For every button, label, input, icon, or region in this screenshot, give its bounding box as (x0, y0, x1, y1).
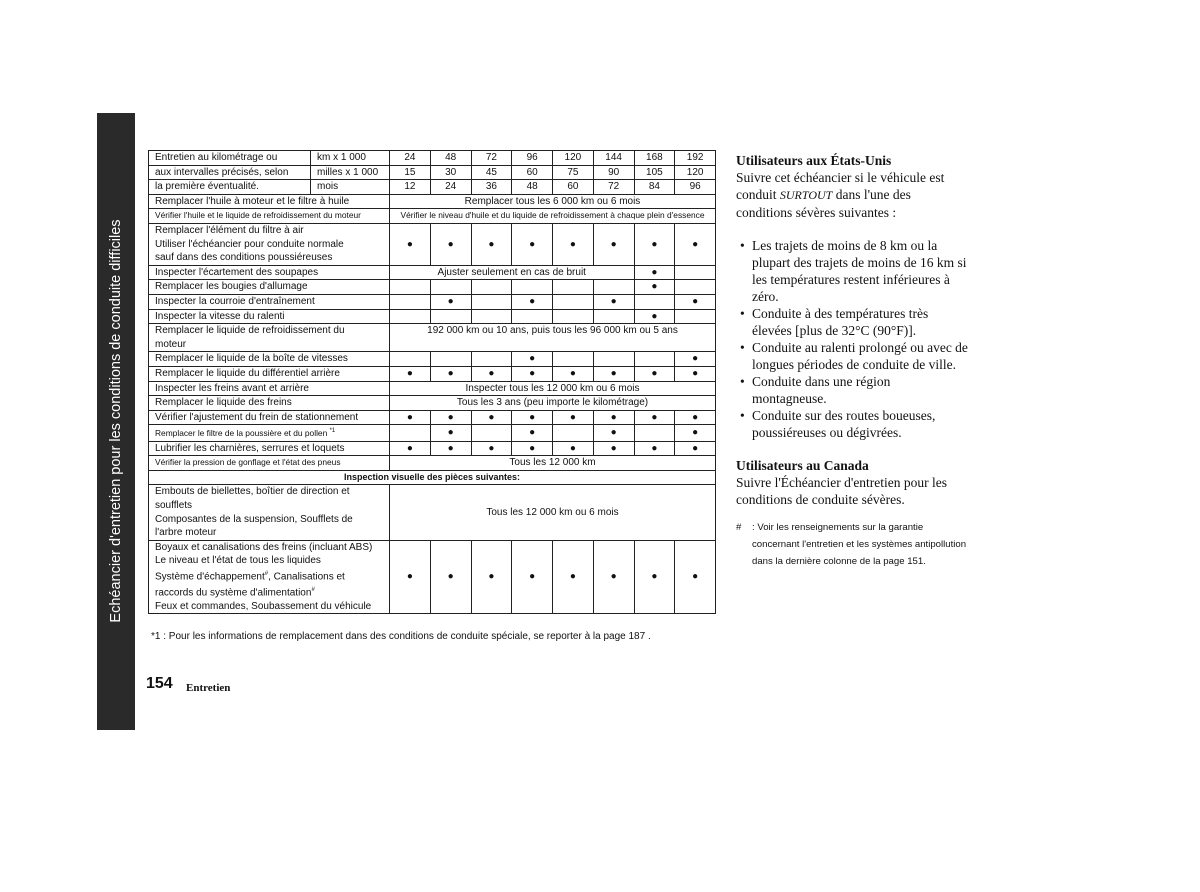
unit-label: milles x 1 000 (311, 165, 390, 180)
interval-cell (471, 425, 512, 441)
interval-cell (430, 223, 471, 265)
interval-cell (593, 223, 634, 265)
label-line: moteur (155, 338, 187, 350)
service-dot-icon: ● (529, 571, 536, 583)
row-value: Ajuster seulement en cas de bruit (390, 265, 635, 280)
list-item-text: Les trajets de moins de 8 km ou la plupart des trajets de moins de 16 km si les températures restent inférieures à zéro. (752, 238, 967, 304)
interval-cell (471, 309, 512, 324)
service-dot-icon: ● (488, 367, 495, 379)
visual-inspection-header: Inspection visuelle des pièces suivantes: (149, 470, 716, 485)
interval-cell (675, 366, 716, 381)
interval-cell (675, 294, 716, 309)
km-cell: 168 (634, 151, 675, 166)
interval-cell (471, 223, 512, 265)
unit-label: mois (311, 180, 390, 195)
header-label: Entretien au kilométrage ou (149, 151, 311, 166)
interval-cell (512, 309, 553, 324)
interval-cell (512, 410, 553, 425)
months-cell: 48 (512, 180, 553, 195)
interval-cell (471, 410, 512, 425)
miles-cell: 90 (593, 165, 634, 180)
header-label: aux intervalles précisés, selon (149, 165, 311, 180)
table-row (149, 209, 716, 224)
label-line: l'arbre moteur (155, 527, 217, 539)
row-value: Tous les 3 ans (peu importe le kilométrage) (390, 396, 716, 411)
interval-cell (553, 280, 594, 295)
miles-cell: 75 (553, 165, 594, 180)
interval-cell (675, 410, 716, 425)
service-dot-icon: ● (447, 367, 454, 379)
interval-cell (553, 366, 594, 381)
list-item (736, 339, 968, 373)
service-dot-icon: ● (651, 281, 658, 293)
conditions-list (736, 237, 968, 441)
service-dot-icon: ● (651, 367, 658, 379)
table-row (149, 540, 716, 614)
service-dot-icon: ● (406, 442, 413, 454)
row-label (149, 324, 390, 352)
bullet-icon: • (740, 374, 745, 389)
km-cell: 120 (553, 151, 594, 166)
interval-cell (430, 280, 471, 295)
interval-cell (512, 425, 553, 441)
service-dot-icon: ● (569, 367, 576, 379)
service-dot-icon: ● (529, 238, 536, 250)
interval-cell (390, 441, 431, 456)
service-dot-icon: ● (569, 571, 576, 583)
interval-cell (553, 309, 594, 324)
service-dot-icon: ● (610, 295, 617, 307)
table-row (149, 165, 716, 180)
service-dot-icon: ● (529, 442, 536, 454)
months-cell: 60 (553, 180, 594, 195)
row-label: Inspecter les freins avant et arrière (149, 381, 390, 396)
table-row (149, 324, 716, 352)
service-dot-icon: ● (529, 295, 536, 307)
right-column (736, 152, 968, 570)
label-line: Remplacer l'élément du filtre à air (155, 224, 304, 236)
service-dot-icon: ● (610, 238, 617, 250)
table-row (149, 151, 716, 166)
service-dot-icon: ● (406, 238, 413, 250)
label-text: , Canalisations et (268, 571, 345, 583)
service-dot-icon: ● (610, 571, 617, 583)
row-value: Inspecter tous les 12 000 km ou 6 mois (390, 381, 716, 396)
service-dot-icon: ● (651, 310, 658, 322)
interval-cell (553, 410, 594, 425)
interval-cell (512, 280, 553, 295)
miles-cell: 105 (634, 165, 675, 180)
interval-cell (593, 280, 634, 295)
warranty-note (736, 519, 968, 570)
months-cell: 96 (675, 180, 716, 195)
list-item-text: Conduite à des températures très élevées [plus de 32°C (90°F)]. (752, 306, 929, 338)
interval-cell (593, 425, 634, 441)
service-dot-icon: ● (406, 571, 413, 583)
interval-cell (553, 540, 594, 614)
service-dot-icon: ● (692, 353, 699, 365)
interval-cell (471, 366, 512, 381)
interval-cell (471, 540, 512, 614)
row-label: Inspecter la vitesse du ralenti (149, 309, 390, 324)
table-row (149, 470, 716, 485)
service-dot-icon: ● (692, 367, 699, 379)
interval-cell (634, 366, 675, 381)
interval-cell (593, 410, 634, 425)
service-dot-icon: ● (447, 571, 454, 583)
note-text: : Voir les renseignements sur la garantie concernant l'entretien et les systèmes antipollution dans la dernière colonne de la page 151. (752, 522, 967, 567)
interval-cell (430, 366, 471, 381)
list-item-text: Conduite sur des routes boueuses, poussiéreuses ou dégivrées. (752, 408, 936, 440)
interval-cell (675, 540, 716, 614)
row-label: Lubrifier les charnières, serrures et loquets (149, 441, 390, 456)
list-item (736, 373, 968, 407)
service-dot-icon: ● (610, 367, 617, 379)
label-text: Système d'échappement (155, 571, 265, 583)
interval-cell (390, 352, 431, 367)
row-label (149, 425, 390, 441)
label-line: Remplacer le liquide de refroidissement du (155, 325, 345, 337)
row-label: Vérifier l'huile et le liquide de refroidissement du moteur (149, 209, 390, 224)
interval-cell (512, 223, 553, 265)
list-item (736, 237, 968, 305)
list-item-text: Conduite dans une région montagneuse. (752, 374, 891, 406)
months-cell: 72 (593, 180, 634, 195)
footnote-ref: # (264, 571, 269, 578)
km-cell: 72 (471, 151, 512, 166)
table-row (149, 456, 716, 471)
row-label: Remplacer les bougies d'allumage (149, 280, 390, 295)
interval-cell (593, 352, 634, 367)
interval-cell (675, 265, 716, 280)
interval-cell (430, 425, 471, 441)
label-line: Boyaux et canalisations des freins (incluant ABS) (155, 541, 373, 553)
us-text-part: Suivre cet échéancier si le véhicule est conduit (736, 170, 945, 202)
service-dot-icon: ● (447, 238, 454, 250)
interval-cell (512, 366, 553, 381)
list-item-text: Conduite au ralenti prolongé ou avec de longues périodes de conduite de ville. (752, 340, 968, 372)
km-cell: 96 (512, 151, 553, 166)
table-row (149, 223, 716, 265)
table-row (149, 194, 716, 209)
table-row (149, 366, 716, 381)
row-value: Tous les 12 000 km (390, 456, 716, 471)
interval-cell (471, 441, 512, 456)
interval-cell (675, 352, 716, 367)
interval-cell (593, 294, 634, 309)
interval-cell (512, 441, 553, 456)
service-dot-icon: ● (529, 367, 536, 379)
row-label (149, 223, 390, 265)
interval-cell (553, 352, 594, 367)
interval-cell (593, 366, 634, 381)
interval-cell (634, 265, 675, 280)
footnote-ref: *1 (329, 428, 336, 435)
service-dot-icon: ● (692, 571, 699, 583)
interval-cell (390, 294, 431, 309)
table-row (149, 352, 716, 367)
service-dot-icon: ● (529, 427, 536, 439)
label-line: sauf dans des conditions poussiéreuses (155, 252, 333, 264)
us-text-part: dans l'une des conditions sévères suivantes : (736, 187, 911, 220)
service-dot-icon: ● (488, 571, 495, 583)
page-number: 154 (146, 675, 173, 692)
service-dot-icon: ● (488, 238, 495, 250)
interval-cell (634, 410, 675, 425)
interval-cell (675, 441, 716, 456)
row-label: Remplacer le liquide du différentiel arrière (149, 366, 390, 381)
footnote-ref: # (311, 586, 315, 593)
label-line: Utiliser l'échéancier pour conduite normale (155, 238, 344, 250)
row-label: Remplacer le liquide des freins (149, 396, 390, 411)
months-cell: 24 (430, 180, 471, 195)
service-dot-icon: ● (447, 295, 454, 307)
bullet-icon: • (740, 408, 745, 423)
interval-cell (471, 352, 512, 367)
interval-cell (675, 223, 716, 265)
interval-cell (634, 352, 675, 367)
interval-cell (634, 223, 675, 265)
interval-cell (593, 441, 634, 456)
service-dot-icon: ● (488, 442, 495, 454)
interval-cell (390, 425, 431, 441)
km-cell: 48 (430, 151, 471, 166)
miles-cell: 120 (675, 165, 716, 180)
service-dot-icon: ● (651, 411, 658, 423)
service-dot-icon: ● (610, 442, 617, 454)
months-cell: 36 (471, 180, 512, 195)
maintenance-schedule-table (148, 150, 716, 614)
service-dot-icon: ● (651, 442, 658, 454)
interval-cell (512, 352, 553, 367)
service-dot-icon: ● (692, 427, 699, 439)
table-row (149, 180, 716, 195)
row-label: Inspecter la courroie d'entraînement (149, 294, 390, 309)
header-label: la première éventualité. (149, 180, 311, 195)
service-dot-icon: ● (610, 411, 617, 423)
row-value: Remplacer tous les 6 000 km ou 6 mois (390, 194, 716, 209)
miles-cell: 15 (390, 165, 431, 180)
service-dot-icon: ● (651, 238, 658, 250)
interval-cell (634, 294, 675, 309)
label-line (155, 584, 383, 600)
km-cell: 24 (390, 151, 431, 166)
ca-text: Suivre l'Échéancier d'entretien pour les conditions de conduite sévères. (736, 475, 948, 507)
service-dot-icon: ● (447, 442, 454, 454)
months-cell: 84 (634, 180, 675, 195)
interval-cell (553, 294, 594, 309)
service-dot-icon: ● (569, 442, 576, 454)
miles-cell: 30 (430, 165, 471, 180)
interval-cell (675, 280, 716, 295)
interval-cell (553, 425, 594, 441)
interval-cell (390, 410, 431, 425)
table-row (149, 265, 716, 280)
interval-cell (390, 540, 431, 614)
service-dot-icon: ● (692, 442, 699, 454)
service-dot-icon: ● (692, 238, 699, 250)
table-row (149, 410, 716, 425)
km-cell: 192 (675, 151, 716, 166)
row-label (149, 485, 390, 540)
service-dot-icon: ● (488, 411, 495, 423)
us-text (736, 169, 968, 221)
interval-cell (512, 294, 553, 309)
interval-cell (634, 309, 675, 324)
bullet-icon: • (740, 340, 745, 355)
miles-cell: 60 (512, 165, 553, 180)
interval-cell (430, 540, 471, 614)
service-dot-icon: ● (447, 411, 454, 423)
service-dot-icon: ● (651, 266, 658, 278)
list-item (736, 305, 968, 339)
row-label: Remplacer le liquide de la boîte de vitesses (149, 352, 390, 367)
row-label-text: Remplacer le filtre de la poussière et du pollen (155, 428, 328, 439)
service-dot-icon: ● (569, 238, 576, 250)
label-line: soufflets (155, 500, 193, 512)
row-label: Remplacer l'huile à moteur et le filtre à huile (149, 194, 390, 209)
page-title: Entretien (186, 682, 231, 694)
interval-cell (471, 294, 512, 309)
row-value: 192 000 km ou 10 ans, puis tous les 96 000 km ou 5 ans (390, 324, 716, 352)
interval-cell (675, 425, 716, 441)
row-label (149, 540, 390, 614)
label-line (155, 568, 383, 584)
bullet-icon: • (740, 238, 745, 253)
service-dot-icon: ● (569, 411, 576, 423)
km-cell: 144 (593, 151, 634, 166)
unit-label: km x 1 000 (311, 151, 390, 166)
bullet-icon: • (740, 306, 745, 321)
interval-cell (390, 223, 431, 265)
interval-cell (430, 410, 471, 425)
service-dot-icon: ● (447, 427, 454, 439)
interval-cell (593, 309, 634, 324)
service-dot-icon: ● (692, 295, 699, 307)
service-dot-icon: ● (651, 571, 658, 583)
list-item (736, 407, 968, 441)
row-label: Vérifier la pression de gonflage et l'état des pneus (149, 456, 390, 471)
interval-cell (634, 280, 675, 295)
service-dot-icon: ● (529, 353, 536, 365)
interval-cell (390, 309, 431, 324)
table-row (149, 280, 716, 295)
interval-cell (430, 294, 471, 309)
interval-cell (390, 280, 431, 295)
table-row (149, 294, 716, 309)
service-dot-icon: ● (529, 411, 536, 423)
service-dot-icon: ● (406, 367, 413, 379)
us-heading: Utilisateurs aux États-Unis (736, 153, 892, 168)
note-mark: # (736, 522, 742, 533)
months-cell: 12 (390, 180, 431, 195)
row-label: Inspecter l'écartement des soupapes (149, 265, 390, 280)
interval-cell (634, 425, 675, 441)
interval-cell (390, 366, 431, 381)
interval-cell (634, 441, 675, 456)
us-text-emphasis: SURTOUT (779, 188, 833, 202)
service-dot-icon: ● (406, 411, 413, 423)
interval-cell (430, 441, 471, 456)
side-tab-label: Echéancier d'entretien pour les conditions de conduite difficiles (108, 219, 124, 623)
ca-heading: Utilisateurs au Canada (736, 458, 869, 473)
interval-cell (471, 280, 512, 295)
label-line: Feux et commandes, Soubassement du véhicule (155, 600, 372, 612)
label-line: Le niveau et l'état de tous les liquides (155, 555, 321, 567)
row-label: Vérifier l'ajustement du frein de stationnement (149, 410, 390, 425)
interval-cell (675, 309, 716, 324)
table-row (149, 396, 716, 411)
interval-cell (512, 540, 553, 614)
interval-cell (553, 441, 594, 456)
service-dot-icon: ● (692, 411, 699, 423)
table-row (149, 381, 716, 396)
label-line: Embouts de biellettes, boîtier de direction et (155, 486, 350, 498)
label-text: raccords du système d'alimentation (155, 587, 312, 599)
table-row (149, 309, 716, 324)
interval-cell (634, 540, 675, 614)
row-value: Vérifier le niveau d'huile et du liquide de refroidissement à chaque plein d'essence (390, 209, 716, 224)
interval-cell (593, 540, 634, 614)
label-line: Composantes de la suspension, Soufflets de (155, 513, 353, 525)
service-dot-icon: ● (610, 427, 617, 439)
interval-cell (553, 223, 594, 265)
table-row (149, 441, 716, 456)
table-row (149, 485, 716, 540)
miles-cell: 45 (471, 165, 512, 180)
row-value: Tous les 12 000 km ou 6 mois (390, 485, 716, 540)
interval-cell (430, 309, 471, 324)
table-footnote: *1 : Pour les informations de remplacement dans des conditions de conduite spéciale, se reporter à la page 187 . (151, 631, 651, 642)
interval-cell (430, 352, 471, 367)
table-row (149, 425, 716, 441)
